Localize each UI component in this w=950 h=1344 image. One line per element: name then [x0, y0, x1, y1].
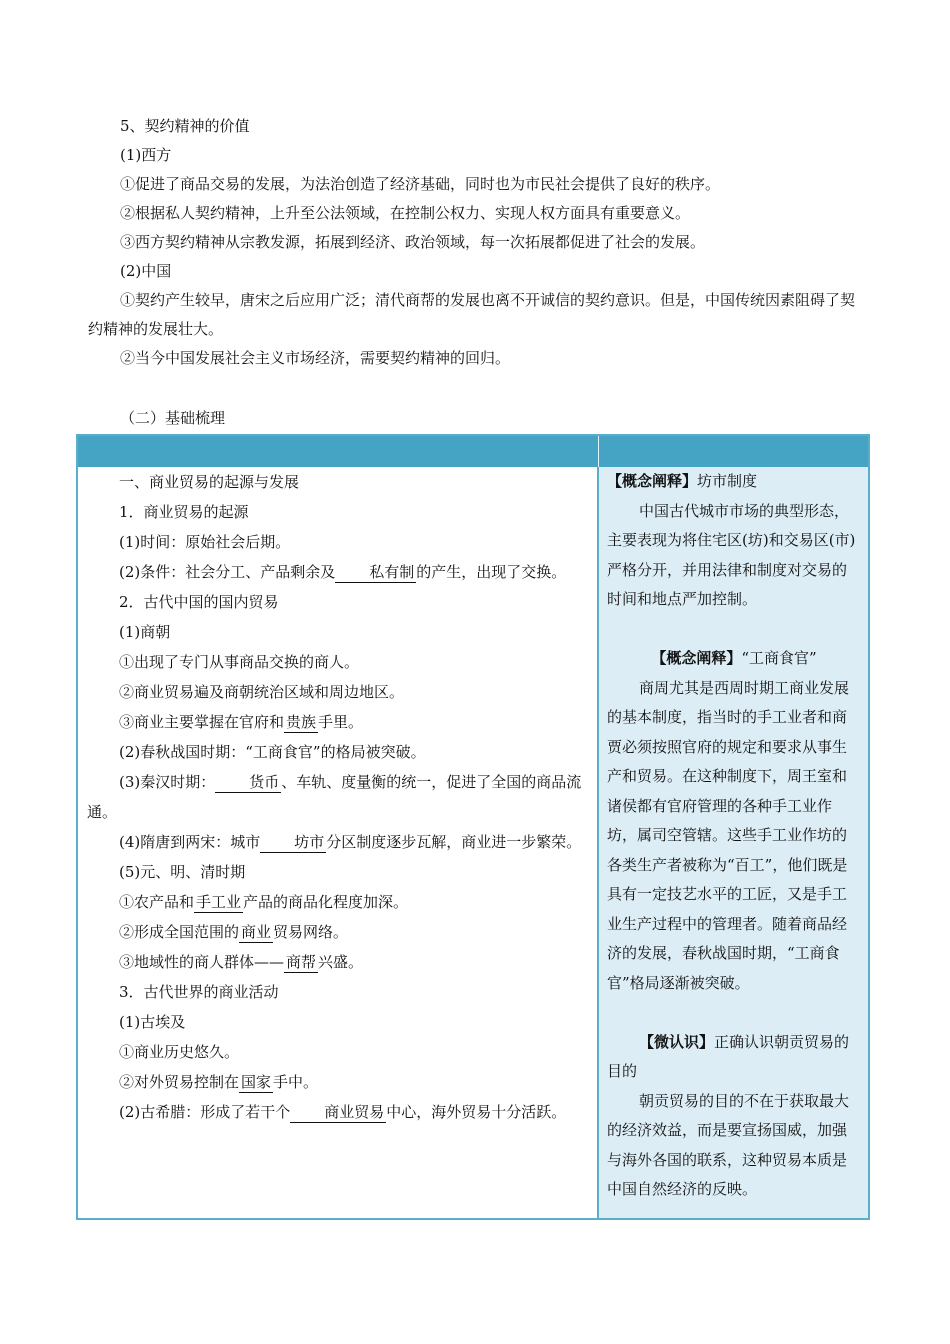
west-heading: (1)西方	[120, 146, 172, 164]
greece-item: (2)古希腊：形成了若干个 商业贸易 中心，海外贸易十分活跃。	[119, 1103, 567, 1121]
micro-label: 【微认识】	[639, 1032, 715, 1051]
suitang-item: (4)隋唐到两宋：城市 坊市 分区制度逐步瓦解，商业进一步繁荣。	[119, 833, 582, 851]
intro-title: 5、契约精神的价值	[120, 117, 250, 135]
concept-label: 【概念阐释】	[651, 649, 742, 667]
concept-label: 【概念阐释】	[607, 472, 698, 490]
sidebar-column	[599, 467, 868, 1218]
shang-item: ③商业主要掌握在官府和 贵族 手里。	[119, 713, 364, 731]
egypt-item: ①商业历史悠久。	[119, 1043, 240, 1061]
china-heading: (2)中国	[120, 262, 172, 280]
china-item: ②当今中国发展社会主义市场经济，需要契约精神的回归。	[120, 349, 511, 367]
table-header-bar	[78, 436, 868, 467]
chunqiu-item: (2)春秋战国时期：“工商食官”的格局被突破。	[119, 743, 426, 761]
concept-gongshang-title: 【概念阐释】“工商食官”	[651, 649, 817, 667]
shang-heading: (1)商朝	[119, 623, 171, 641]
concept-gongshang-body: 商周尤其是西周时期工商业发展的基本制度，指当时的手工业者和商贾必须按照官府的规定和要求从事生产和贸易。在这种制度下，周王室和诸侯都有官府管理的各种手工业作坊，属司空管辖。这些手工业作坊的各类生产者被称为“百工”，他们既是具有一定技艺水平的工匠，又是手工业生产过程中的管理者。随着商品经济的发展，春秋战国时期，“工商食官”格局逐渐被突破。	[607, 678, 850, 992]
fill-blank: 国家	[241, 1073, 272, 1091]
micro-insight-title: 【微认识】正确认识朝贡贸易的目的	[607, 1032, 850, 1080]
shang-item: ①出现了专门从事商品交换的商人。	[119, 653, 360, 671]
micro-insight-body: 朝贡贸易的目的不在于获取最大的经济效益，而是要宣扬国威，加强与海外各国的联系，这种贸易本质是中国自然经济的反映。	[607, 1091, 850, 1198]
yuan-heading: (5)元、明、清时期	[119, 863, 246, 881]
fill-blank: 坊市	[260, 832, 326, 853]
shang-item: ②商业贸易遍及商朝统治区域和周边地区。	[119, 683, 405, 701]
fill-blank: 货币	[215, 772, 281, 793]
yuan-item: ②形成全国范围的 商业 贸易网络。	[119, 923, 349, 941]
egypt-heading: (1)古埃及	[119, 1013, 186, 1031]
fill-blank: 商业贸易	[290, 1102, 386, 1123]
yuan-item: ③地域性的商人群体—— 商帮 兴盛。	[119, 953, 364, 971]
west-item: ②根据私人契约精神，上升至公法领域，在控制公权力、实现人权方面具有重要意义。	[120, 204, 691, 222]
main-column	[87, 467, 591, 1127]
section-title: （二）基础梳理	[120, 409, 226, 427]
review-table	[76, 434, 870, 1220]
fill-blank: 手工业	[196, 893, 242, 911]
china-item: ①契约产生较早，唐宋之后应用广泛；清代商帮的发展也离不开诚信的契约意识。但是，中国传统因素阻碍了契约精神的发展壮大。	[88, 291, 856, 338]
concept-fangshi-body: 中国古代城市市场的典型形态，主要表现为将住宅区(坊)和交易区(市)严格分开，并用法律和制度对交易的时间和地点严加控制。	[607, 501, 856, 608]
fill-blank: 商帮	[286, 953, 317, 971]
fill-blank: 私有制	[335, 562, 416, 583]
origin-time: (1)时间：原始社会后期。	[119, 533, 291, 551]
qinhan-item: (3)秦汉时期： 货币 、车轨、度量衡的统一，促进了全国的商品流通。	[87, 773, 582, 821]
heading-world-trade: 3．古代世界的商业活动	[119, 983, 279, 1001]
fill-blank: 贵族	[286, 713, 317, 731]
heading-origin: 1．商业贸易的起源	[119, 503, 249, 521]
origin-condition: (2)条件：社会分工、产品剩余及 私有制 的产生，出现了交换。	[119, 563, 567, 581]
west-item: ①促进了商品交易的发展，为法治创造了经济基础，同时也为市民社会提供了良好的秩序。	[120, 175, 721, 193]
fill-blank: 商业	[241, 923, 272, 941]
intro-section	[88, 112, 866, 373]
yuan-item: ①农产品和 手工业 产品的商品化程度加深。	[119, 893, 409, 911]
heading-origin-development: 一、商业贸易的起源与发展	[119, 473, 300, 491]
concept-fangshi-title: 【概念阐释】坊市制度	[607, 472, 758, 490]
west-item: ③西方契约精神从宗教发源，拓展到经济、政治领域，每一次拓展都促进了社会的发展。	[120, 233, 706, 251]
heading-domestic-trade: 2．古代中国的国内贸易	[119, 593, 279, 611]
egypt-item: ②对外贸易控制在 国家 手中。	[119, 1073, 319, 1091]
